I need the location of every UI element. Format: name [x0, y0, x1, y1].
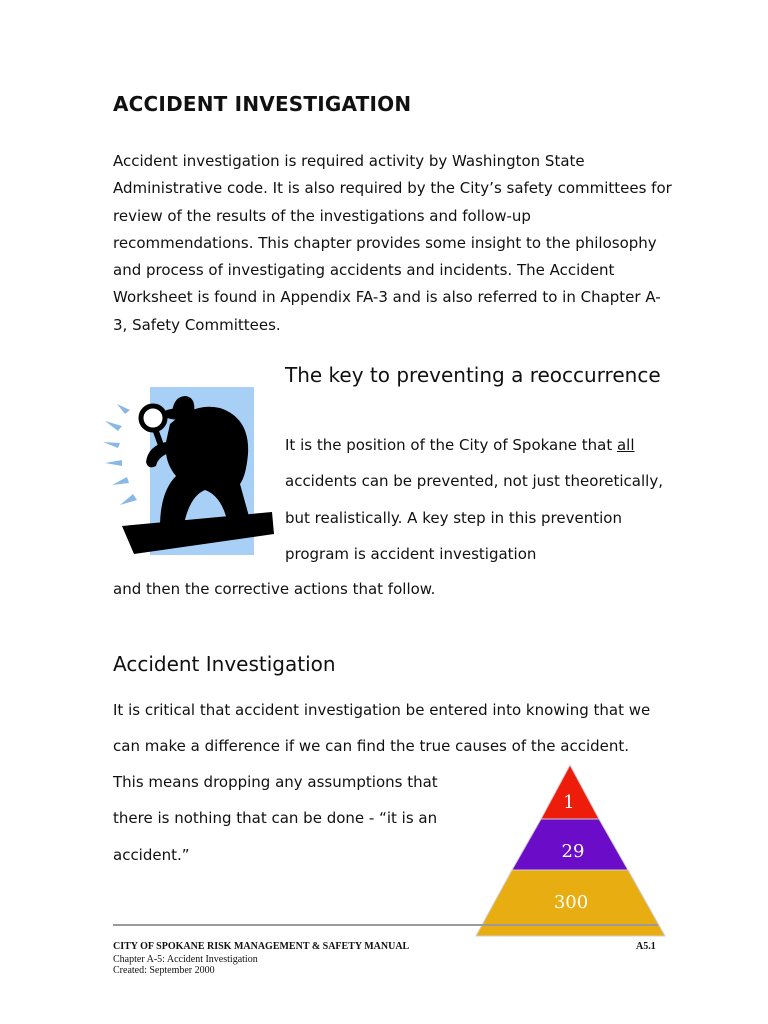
footer-chapter: Chapter A-5: Accident Investigation	[113, 954, 258, 965]
footer-divider	[113, 924, 658, 926]
key-section-tail: and then the corrective actions that follow.	[113, 580, 436, 598]
key-section-heading: The key to preventing a reoccurrence	[285, 363, 661, 387]
pyramid-label-1: 1	[563, 792, 575, 813]
page-title: ACCIDENT INVESTIGATION	[113, 92, 412, 116]
footer-created: Created: September 2000	[113, 965, 215, 976]
detective-with-magnifier-icon	[100, 384, 276, 560]
intro-paragraph: Accident investigation is required activity by Washington State Administrative code. It is also required by the City’s safety committees for review of the results of the investigations and follow-up recommendations. This chapter provides some insight to the philosophy and process of investigating accidents and incidents. The Accident Worksheet is found in Appendix FA-3 and is also referred to in Chapter A-3, Safety Committees.	[113, 152, 672, 334]
key-text-before: It is the position of the City of Spokane that	[285, 436, 617, 454]
key-section-text	[285, 427, 665, 572]
key-text-emphasis: all	[616, 436, 635, 454]
assumptions-paragraph: This means dropping any assumptions that there is nothing that can be done - “it is an accident.”	[113, 773, 438, 864]
pyramid-label-300: 300	[553, 892, 589, 913]
section-heading: Accident Investigation	[113, 652, 336, 676]
footer-page-number: A5.1	[636, 941, 656, 952]
accident-pyramid	[474, 762, 668, 940]
pyramid-label-29: 29	[561, 841, 585, 862]
key-text-after: accidents can be prevented, not just theoretically, but realistically. A key step in this prevention program is accident investigation	[285, 472, 663, 563]
investigation-paragraph: It is critical that accident investigation be entered into knowing that we can make a difference if we can find the true causes of the accident.	[113, 701, 651, 756]
footer-manual-title: CITY OF SPOKANE RISK MANAGEMENT & SAFETY MANUAL	[113, 941, 410, 952]
